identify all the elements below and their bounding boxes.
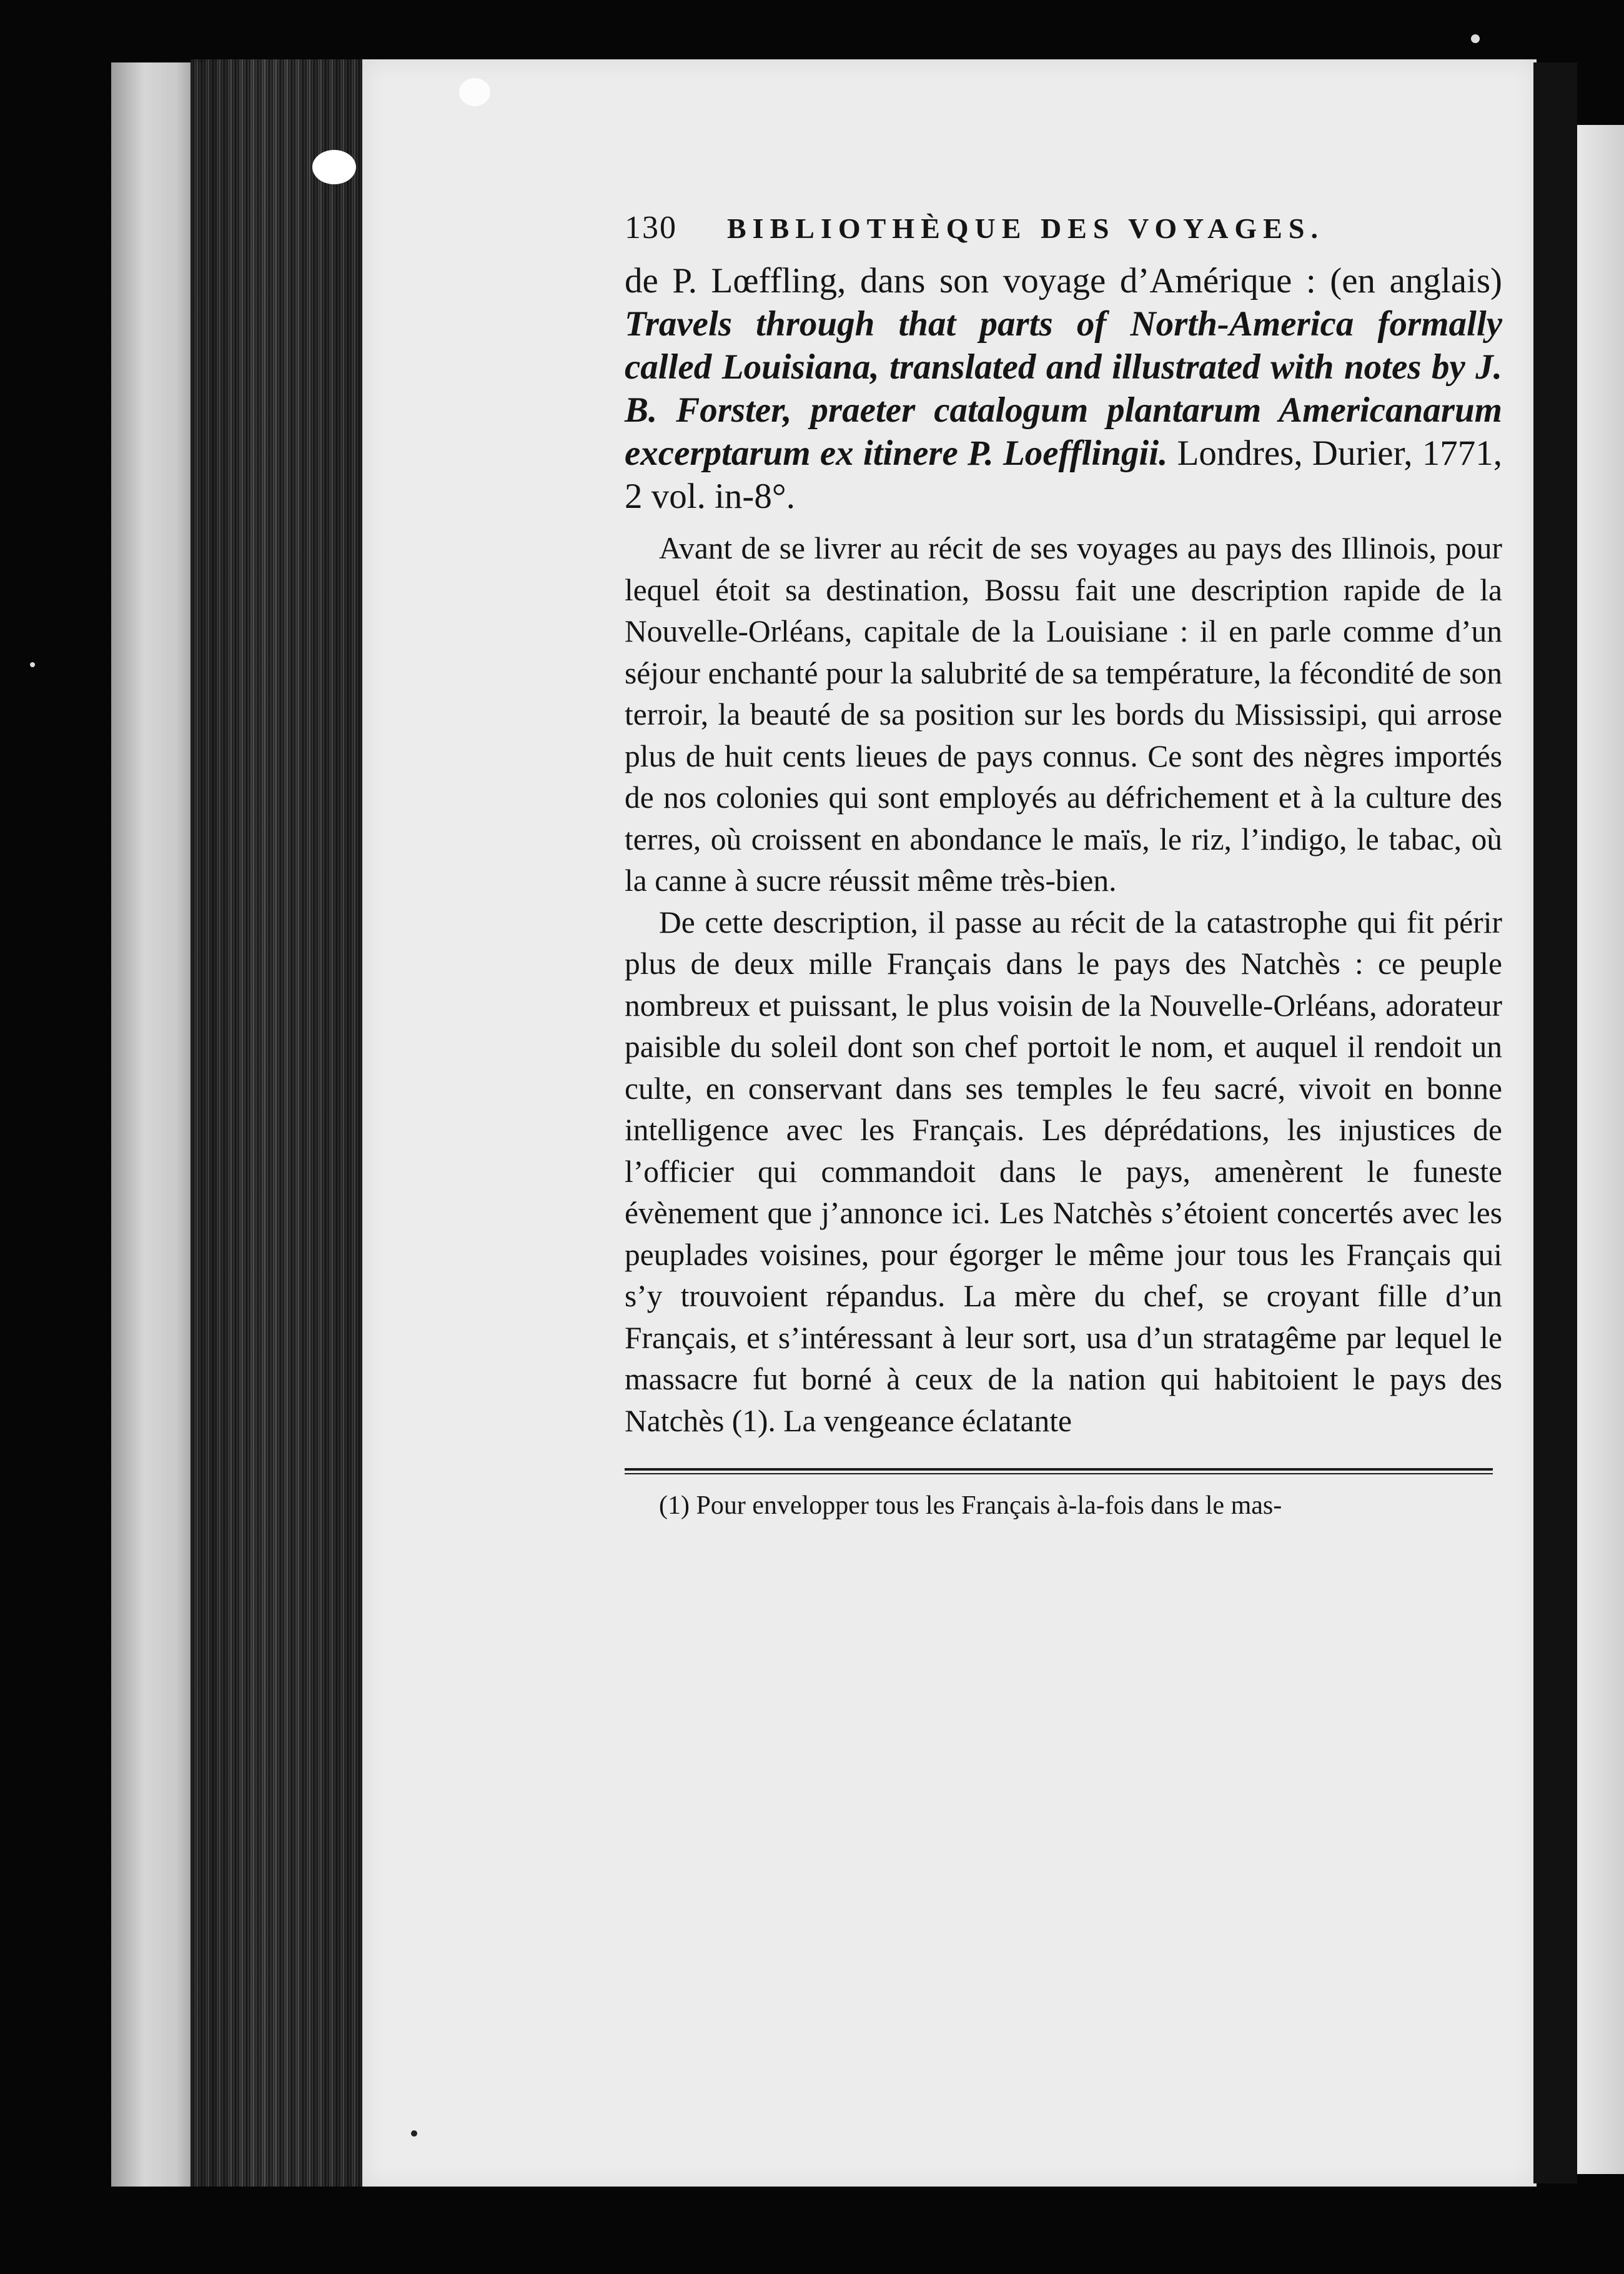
page-text (625, 209, 1502, 1523)
body-paragraph: De cette description, il passe au récit de la catastrophe qui fit périr plus de deux mille Français dans le pays des Natchès : ce peuple nombreux et puissant, le plus voisin de la Nouvelle-Orléans, adorateur paisible du soleil dont son chef portoit le nom, et auquel il rendoit un culte, en conservant dans ses temples le feu sacré, vivoit en bonne intelligence avec les Français. Les déprédations, les injustices de l’officier qui commandoit dans le pays, amenèrent le funeste évènement que j’annonce ici. Les Natchès s’étoient concertés avec les peuplades voisines, pour égorger le même jour tous les Français qui s’y trouvoient répandus. La mère du chef, se croyant fille d’un Français, et s’intéressant à leur sort, usa d’un stratagême par lequel le massacre fut borné à ceux de la nation qui habitoient le pays des Natchès (1). La vengeance éclatante (625, 905, 1502, 1438)
bibliographic-entry (625, 259, 1502, 518)
scan-speck (1471, 34, 1480, 43)
gutter-shadow (191, 59, 362, 2187)
next-page-edge (1577, 125, 1624, 2174)
entry-imprint: Londres, Durier, 1771, 2 vol. in-8°. (625, 434, 1502, 516)
scan-blot (312, 150, 356, 184)
scan-speck (30, 662, 35, 667)
running-head (625, 209, 1502, 259)
footnote: (1) Pour envelopper tous les Français à-la-fois dans le mas- (659, 1491, 1282, 1520)
entry-lead: de P. Lœffling, dans son voyage d’Amérique : (en anglais) (625, 261, 1502, 300)
scan-blot (459, 78, 490, 106)
right-page-shadow (1533, 62, 1577, 2183)
scan-speck (411, 2130, 417, 2137)
page-number: 130 (625, 210, 677, 246)
footnote-rule (625, 1468, 1493, 1471)
footnote-rule (625, 1473, 1493, 1474)
body-paragraph: Avant de se livrer au récit de ses voyages au pays des Illinois, pour lequel étoit sa destination, Bossu fait une description rapide de la Nouvelle-Orléans, capitale de la Louisiane : il en parle comme d’un séjour enchanté pour la salubrité de sa température, la fécondité de son terroir, la beauté de sa position sur les bords du Mississipi, qui arrose plus de huit cents lieues de pays connus. Ce sont des nègres importés de nos colonies qui sont employés au défrichement et à la culture des terres, où croissent en abondance le maïs, le riz, l’indigo, le tabac, où la canne à sucre réussit même très-bien. (625, 531, 1502, 898)
entry-italic-title: Travels through that parts of North-America formally called Louisiana, translated and illustrated with notes by J. B. Forster, praeter catalogum plantarum Americanarum excerptarum ex itinere P. Loefflingii. (625, 304, 1502, 473)
running-title: BIBLIOTHÈQUE DES VOYAGES. (727, 212, 1324, 244)
